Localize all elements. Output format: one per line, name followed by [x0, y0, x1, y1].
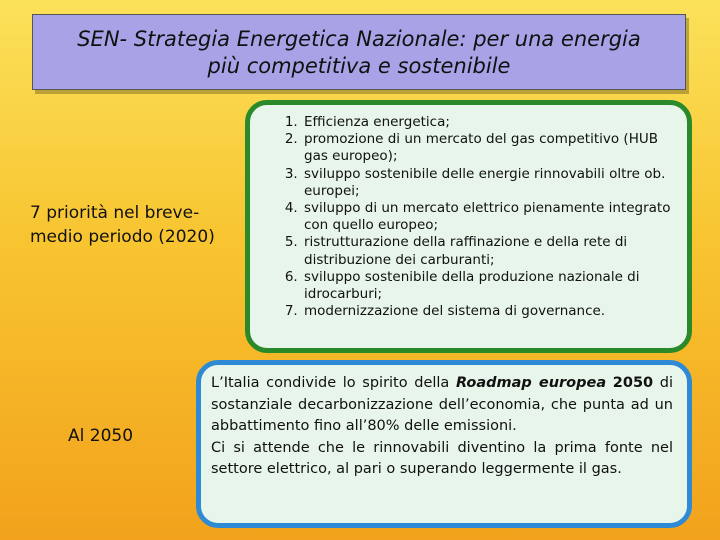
title-line-1: SEN- Strategia Energetica Nazionale: per una energia	[77, 27, 641, 51]
title-line-2: più competitiva e sostenibile	[207, 54, 511, 78]
roadmap-year: 2050	[612, 375, 654, 391]
roadmap-paragraph-2: Ci si attende che le rinnovabili diventino la prima fonte nel settore elettrico, al pari o superando leggermente il gas.	[211, 439, 673, 477]
priority-item-4: 4. sviluppo di un mercato elettrico pienamente integrato con quello europeo;	[302, 200, 677, 234]
priority-item-7: 7. modernizzazione del sistema di governance.	[302, 303, 677, 320]
priority-item-2: 2. promozione di un mercato del gas competitivo (HUB gas europeo);	[302, 131, 677, 165]
priorities-label: 7 priorità nel breve-medio periodo (2020)	[30, 203, 215, 247]
priorities-list	[256, 114, 677, 320]
priority-item-1: 1. Efficienza energetica;	[302, 114, 677, 131]
year-label: Al 2050	[68, 426, 134, 446]
priorities-box	[245, 100, 692, 353]
priority-item-3: 3. sviluppo sostenibile delle energie rinnovabili oltre ob. europei;	[302, 166, 677, 200]
roadmap-paragraph-1	[211, 373, 673, 438]
title-banner	[32, 14, 686, 90]
roadmap-text-d: di sostanziale decarbonizzazione dell’economia, che punta ad un abbattimento fino all’80% delle emissioni.	[211, 375, 674, 434]
roadmap-box	[196, 360, 692, 528]
roadmap-emphasis: Roadmap europea	[455, 375, 607, 391]
priority-item-6: 6. sviluppo sostenibile della produzione nazionale di idrocarburi;	[302, 269, 677, 303]
priority-item-5: 5. ristrutturazione della raffinazione e della rete di distribuzione dei carburanti;	[302, 234, 677, 268]
roadmap-text-a: L’Italia condivide lo spirito della	[211, 375, 456, 391]
